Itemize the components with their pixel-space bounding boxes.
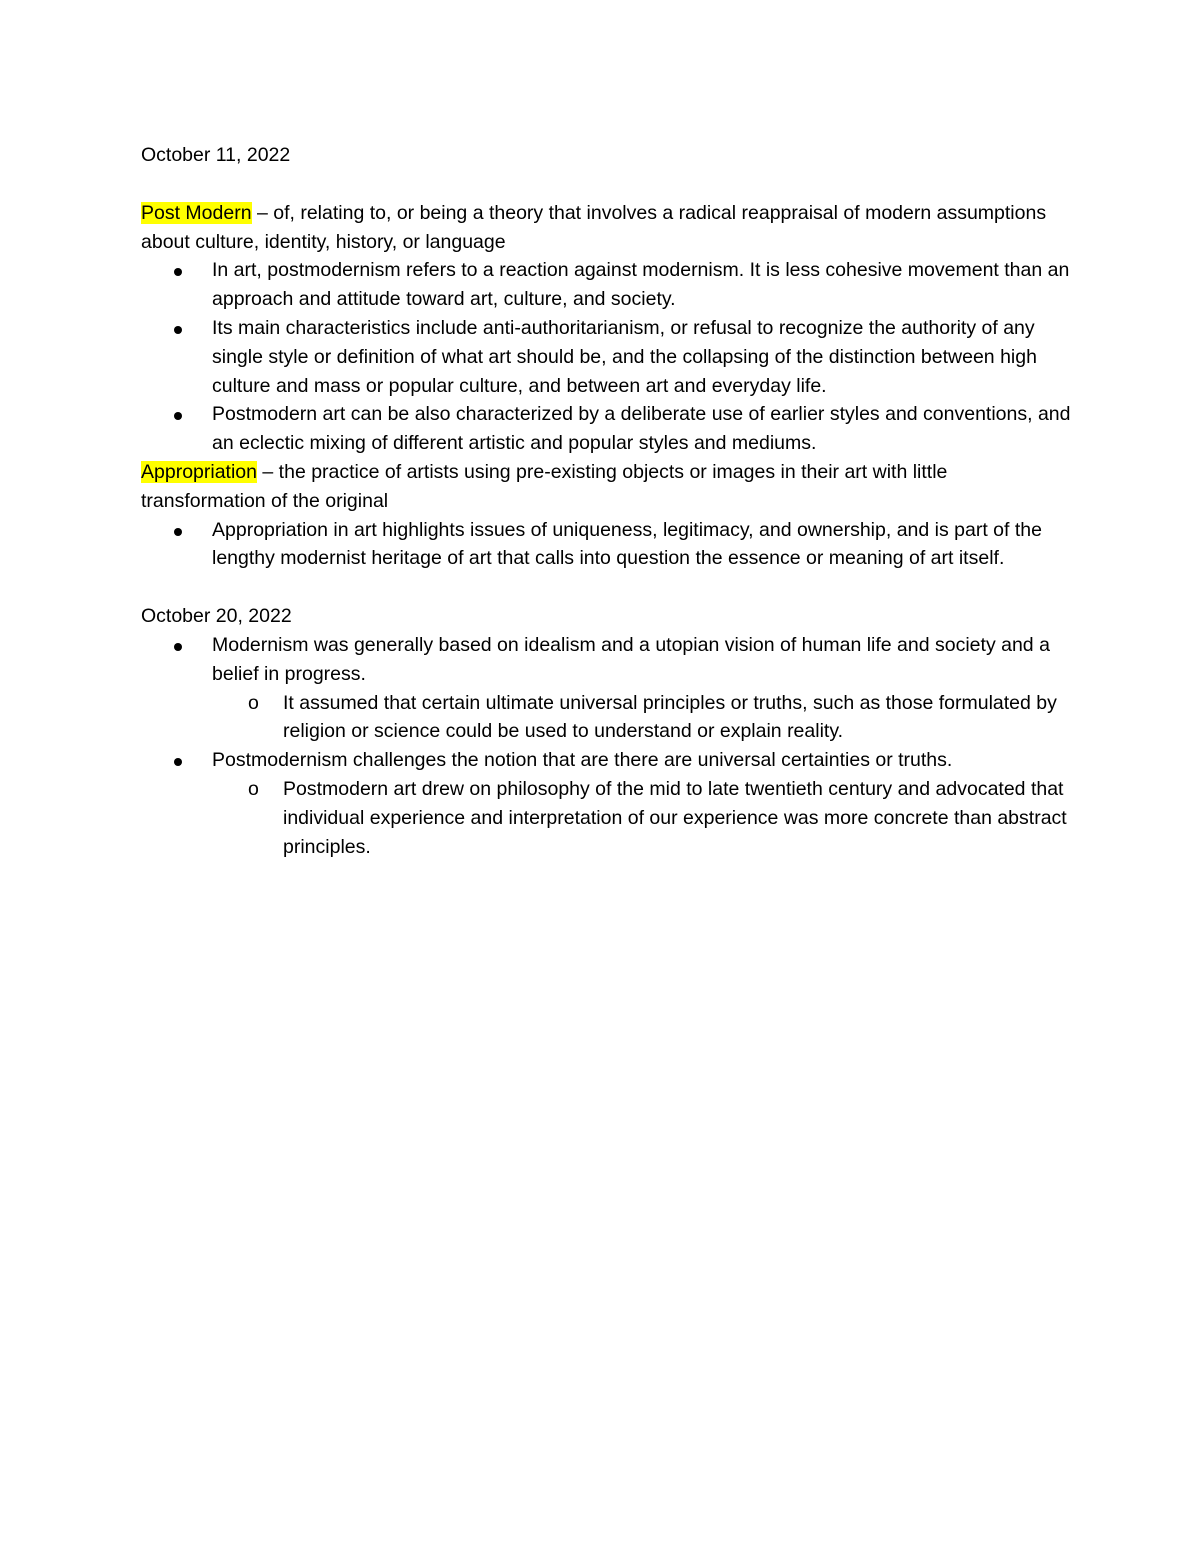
hollow-bullet-icon: o bbox=[248, 691, 259, 714]
list-item-text: Modernism was generally based on idealism and a utopian vision of human life and society and a belief in progress. bbox=[212, 633, 1050, 685]
bullet-icon bbox=[174, 268, 182, 276]
date-heading: October 20, 2022 bbox=[141, 605, 292, 628]
sub-bullet-list bbox=[212, 775, 1071, 861]
list-item-text: In art, postmodernism refers to a reaction against modernism. It is less cohesive movement than an approach and attitude toward art, culture, and society. bbox=[212, 259, 1070, 311]
bullet-list bbox=[141, 516, 1071, 574]
term-definition: – the practice of artists using pre-existing objects or images in their art with little transformation of the original bbox=[141, 460, 948, 512]
sub-list-item bbox=[248, 775, 1071, 861]
bullet-list bbox=[141, 256, 1071, 458]
list-item-text: Its main characteristics include anti-authoritarianism, or refusal to recognize the authority of any single style or definition of what art should be, and the collapsing of the distinction between high culture and mass or popular culture, and between art and everyday life. bbox=[212, 316, 1037, 397]
bullet-icon bbox=[174, 528, 182, 536]
date-heading: October 11, 2022 bbox=[141, 144, 291, 166]
term-definition-paragraph bbox=[141, 199, 1071, 257]
blank-line bbox=[141, 573, 1071, 602]
sub-list-item bbox=[248, 689, 1071, 747]
list-item bbox=[212, 314, 1071, 400]
bullet-icon bbox=[174, 643, 182, 651]
list-item bbox=[212, 256, 1071, 314]
bullet-icon bbox=[174, 412, 182, 420]
list-item-text: Postmodernism challenges the notion that are there are universal certainties or truths. bbox=[212, 749, 953, 772]
term-definition: – of, relating to, or being a theory that involves a radical reappraisal of modern assumptions about culture, identity, history, or language bbox=[141, 201, 1047, 253]
document-body bbox=[141, 141, 1071, 861]
list-item-text: Postmodern art can be also characterized by a deliberate use of earlier styles and conventions, and an eclectic mixing of different artistic and popular styles and mediums. bbox=[212, 403, 1071, 455]
list-item-text: Appropriation in art highlights issues of uniqueness, legitimacy, and ownership, and is part of the lengthy modernist heritage of art that calls into question the essence or meaning of art itself. bbox=[212, 518, 1042, 570]
hollow-bullet-icon: o bbox=[248, 777, 259, 800]
list-item bbox=[212, 631, 1071, 746]
sub-list-item-text: Postmodern art drew on philosophy of the mid to late twentieth century and advocated that individual experience and interpretation of our experience was more concrete than abstract principles. bbox=[283, 777, 1067, 858]
term-definition-paragraph bbox=[141, 458, 1071, 516]
highlighted-term: Appropriation bbox=[141, 460, 257, 483]
sub-list-item-text: It assumed that certain ultimate universal principles or truths, such as those formulated by religion or science could be used to understand or explain reality. bbox=[283, 691, 1057, 743]
bullet-icon bbox=[174, 326, 182, 334]
blank-line bbox=[141, 170, 1071, 199]
bullet-icon bbox=[174, 758, 182, 766]
list-item bbox=[212, 516, 1071, 574]
list-item bbox=[212, 746, 1071, 861]
highlighted-term: Post Modern bbox=[141, 201, 252, 224]
bullet-list bbox=[141, 631, 1071, 861]
sub-bullet-list bbox=[212, 689, 1071, 747]
list-item bbox=[212, 400, 1071, 458]
